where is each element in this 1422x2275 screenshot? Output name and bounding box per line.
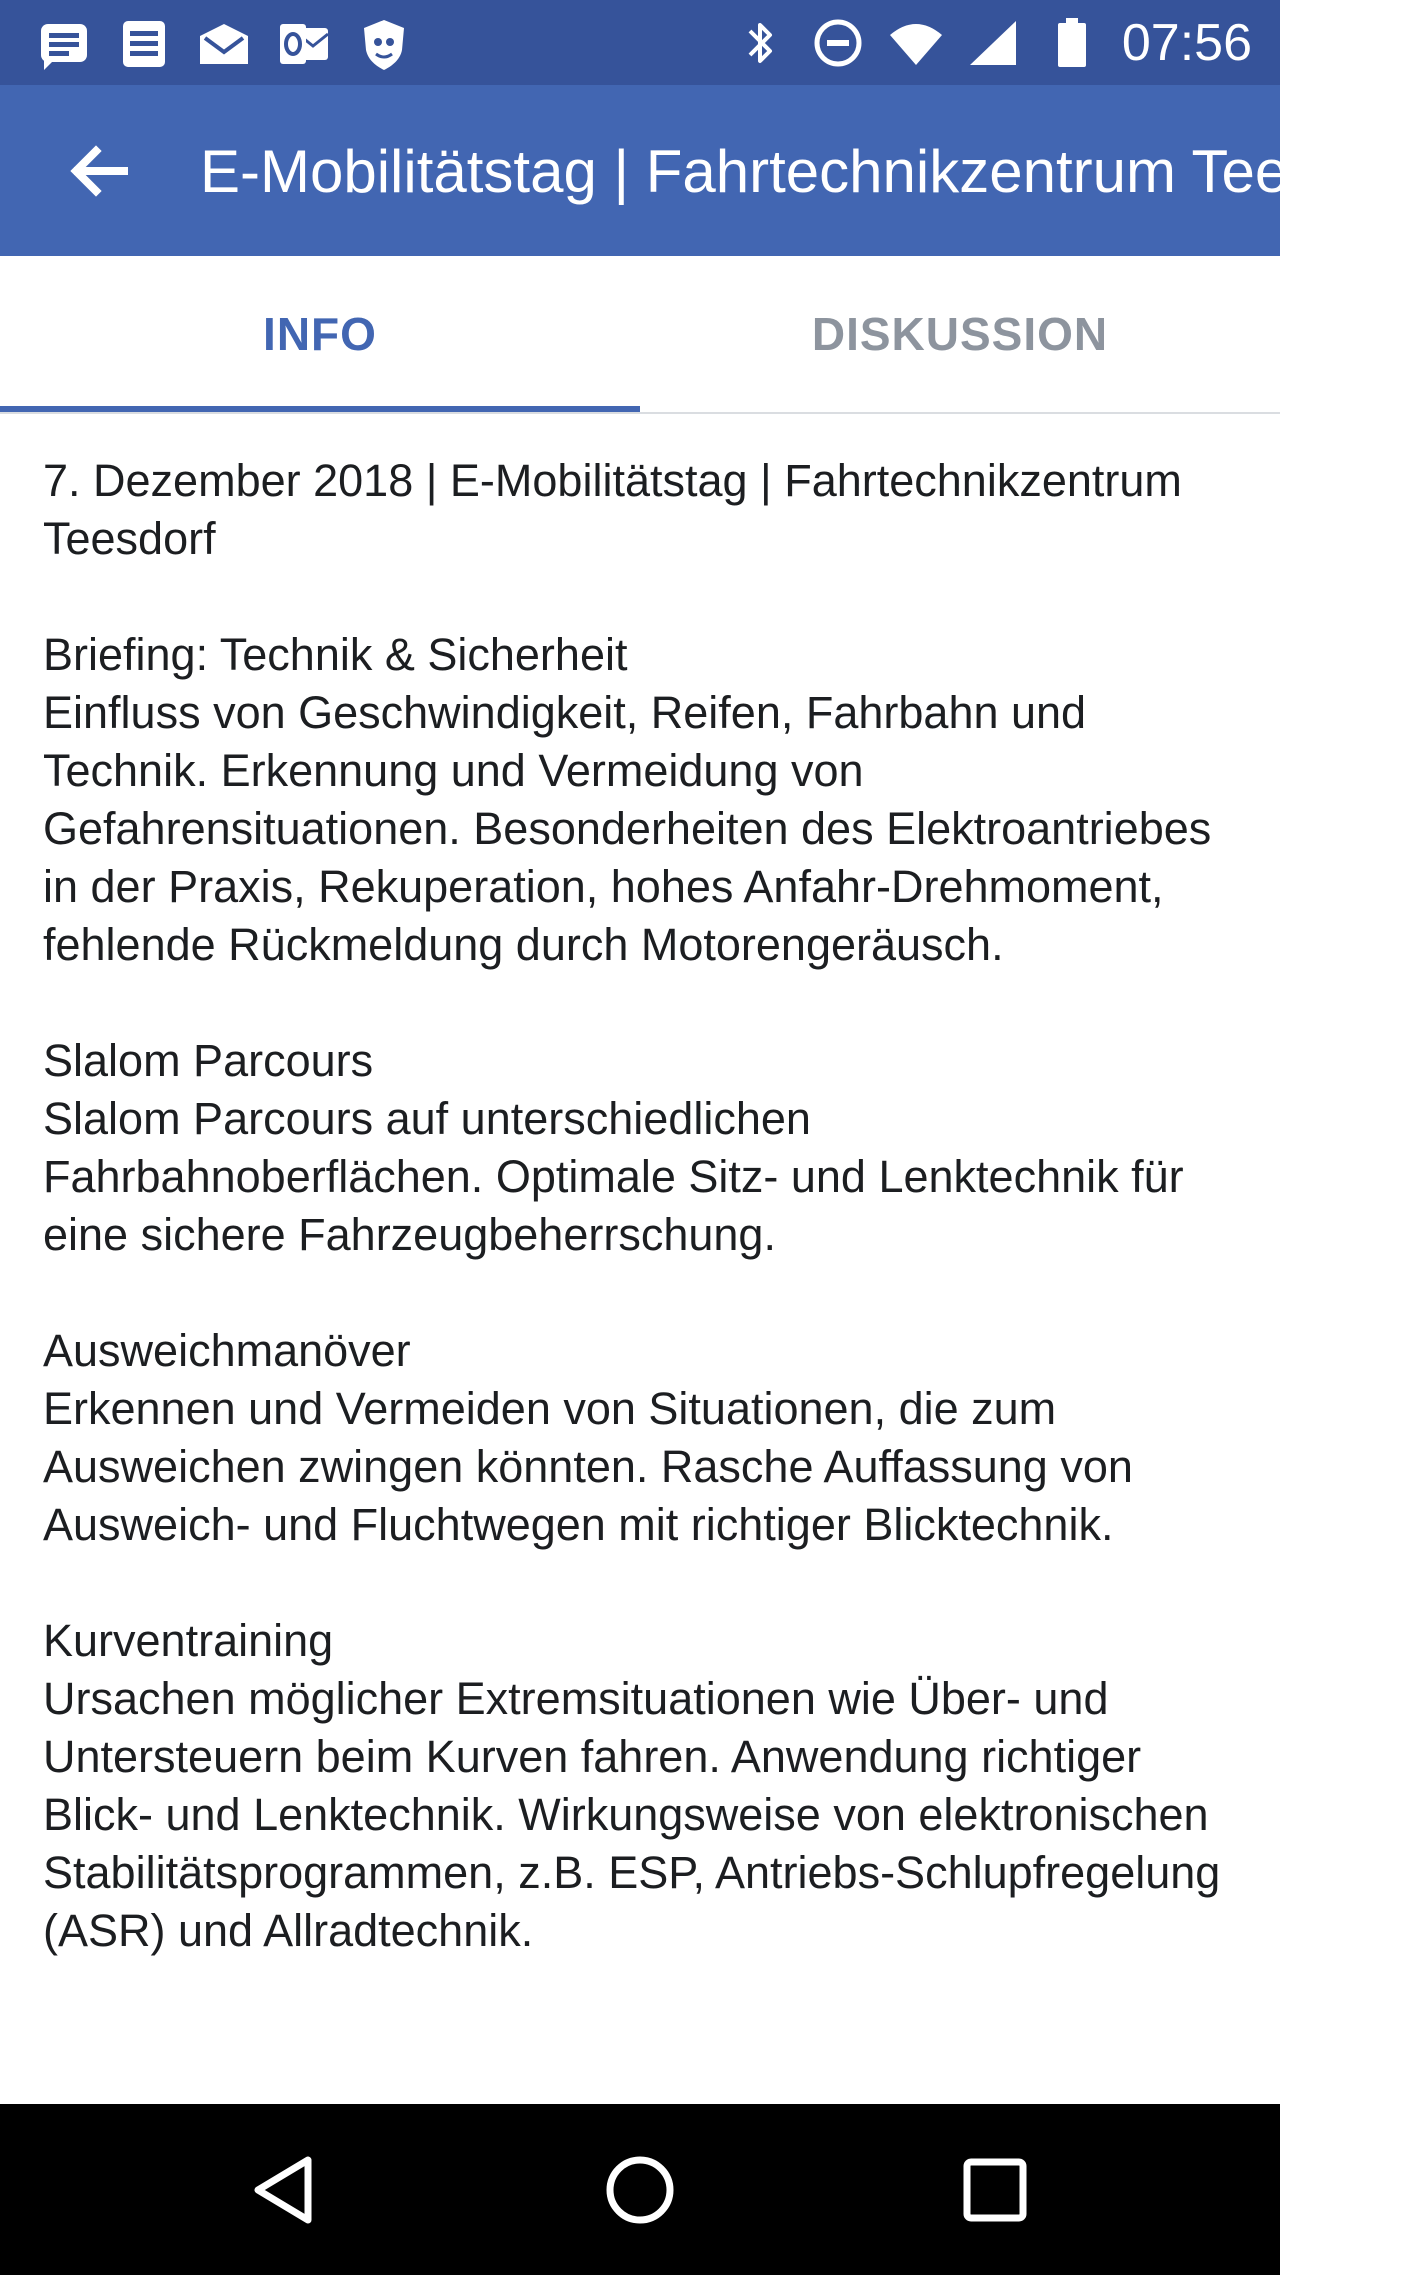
event-date-line: 7. Dezember 2018 | E-Mobilitätstag | Fahrtechnikzentrum Teesdorf bbox=[43, 455, 1182, 564]
tab-diskussion[interactable]: DISKUSSION bbox=[811, 308, 1109, 360]
page-title: E-Mobilitätstag | Fahrtechnikzentrum Teesdorf bbox=[200, 138, 1422, 205]
section-heading: Slalom Parcours bbox=[43, 1035, 374, 1086]
system-nav-bar bbox=[0, 2104, 1280, 2275]
section-kurventraining bbox=[43, 1612, 1243, 1960]
document-icon bbox=[116, 16, 172, 72]
nav-recents-button[interactable] bbox=[955, 2150, 1035, 2230]
nav-back-button[interactable] bbox=[246, 2150, 326, 2230]
tab-bar bbox=[0, 256, 1280, 414]
recents-square-icon bbox=[955, 2150, 1035, 2230]
event-date-paragraph bbox=[43, 452, 1243, 568]
bluetooth-icon bbox=[732, 15, 788, 71]
nav-home-button[interactable] bbox=[600, 2150, 680, 2230]
section-briefing bbox=[43, 626, 1243, 974]
home-circle-icon bbox=[600, 2150, 680, 2230]
status-clock: 07:56 bbox=[1121, 14, 1252, 72]
status-bar-notifications bbox=[36, 16, 412, 72]
status-bar bbox=[0, 0, 1280, 85]
status-bar-system bbox=[732, 10, 1252, 76]
event-description bbox=[43, 452, 1243, 2018]
shield-app-icon bbox=[356, 16, 412, 72]
active-tab-indicator bbox=[0, 406, 640, 412]
battery-icon bbox=[1044, 15, 1100, 71]
arrow-left-icon bbox=[66, 139, 130, 203]
back-button[interactable] bbox=[58, 131, 138, 211]
mail-icon bbox=[196, 16, 252, 72]
section-heading: Ausweichmanöver bbox=[43, 1325, 411, 1376]
section-body: Ursachen möglicher Extremsituationen wie Über- und Untersteuern beim Kurven fahren. Anwendung richtiger Blick- und Lenktechnik. Wirkungsweise von elektronischen Stabilitätsprogrammen, z.B. ESP, Antriebs-Schlupfregelung (ASR) und Allradtechnik. bbox=[43, 1673, 1221, 1956]
section-slalom bbox=[43, 1032, 1243, 1264]
section-body: Erkennen und Vermeiden von Situationen, die zum Ausweichen zwingen könnten. Rasche Auffassung von Ausweich- und Fluchtwegen mit richtiger Blicktechnik. bbox=[43, 1383, 1133, 1550]
section-heading: Kurventraining bbox=[43, 1615, 334, 1666]
section-body: Slalom Parcours auf unterschiedlichen Fahrbahnoberflächen. Optimale Sitz- und Lenktechnik für eine sichere Fahrzeugbeherrschung. bbox=[43, 1093, 1184, 1260]
tab-info[interactable]: INFO bbox=[263, 308, 377, 360]
signal-icon bbox=[966, 15, 1022, 71]
app-bar bbox=[0, 85, 1422, 256]
section-heading: Briefing: Technik & Sicherheit bbox=[43, 629, 628, 680]
outlook-icon bbox=[276, 16, 332, 72]
do-not-disturb-icon bbox=[810, 15, 866, 71]
section-ausweichmanoever bbox=[43, 1322, 1243, 1554]
back-triangle-icon bbox=[246, 2150, 326, 2230]
wifi-icon bbox=[888, 15, 944, 71]
section-body: Einfluss von Geschwindigkeit, Reifen, Fahrbahn und Technik. Erkennung und Vermeidung von Gefahrensituationen. Besonderheiten des Elektroantriebes in der Praxis, Rekuperation, hohes Anfahr-Drehmoment, fehlende Rückmeldung durch Motorengeräusch. bbox=[43, 687, 1212, 970]
notification-icon bbox=[36, 16, 92, 72]
